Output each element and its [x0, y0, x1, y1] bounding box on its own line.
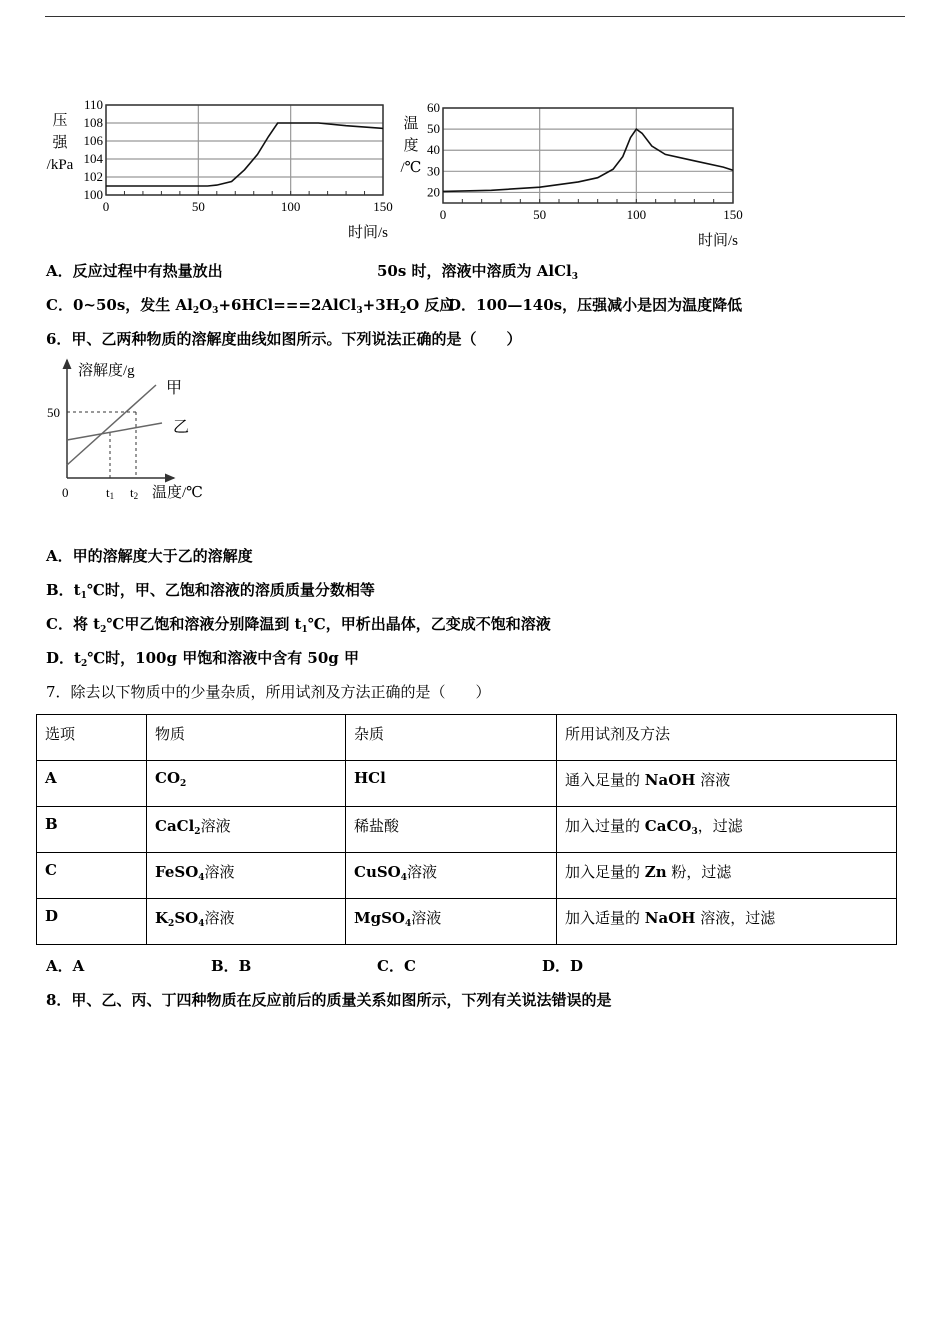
- y-axis-label: 度: [403, 138, 419, 154]
- y-axis-label: 溶解度/g: [78, 363, 135, 379]
- x-tick-label: 50: [533, 207, 547, 222]
- t2-label: t2: [130, 485, 139, 501]
- y-tick-label: 40: [427, 142, 440, 158]
- option-letter: A．: [46, 262, 73, 280]
- q7-table: [36, 714, 897, 945]
- pressure-chart: [40, 95, 400, 250]
- plot-frame: [443, 108, 733, 203]
- option-text: 反应过程中有热量放出: [72, 262, 223, 280]
- origin-label: 0: [62, 485, 69, 500]
- table-row: A $CO_2$ HCl 通入足量的 NaOH 溶液: [37, 761, 897, 807]
- q7-answer-a: A．A: [46, 957, 85, 975]
- y-tick-label: 104: [83, 151, 103, 166]
- x-axis-label: 温度/℃: [152, 485, 203, 501]
- y-tick-label: 106: [83, 133, 103, 148]
- y-axis-label: /℃: [400, 160, 422, 176]
- table-header-row: [37, 715, 897, 761]
- table-row: B CaCl$_2$溶液 稀盐酸 加入过量的 CaCO$_3$，过滤: [37, 807, 897, 853]
- x-axis-label: 时间/s: [697, 233, 739, 249]
- x-axis-label: 时间/s: [347, 225, 389, 241]
- table-row: C FeSO$_4$溶液 CuSO$_4$溶液 加入足量的 Zn 粉，过滤: [37, 853, 897, 899]
- q7-stem: 7．除去以下物质中的少量杂质，所用试剂及方法正确的是（ ）: [46, 683, 491, 701]
- x-tick-label: 150: [373, 199, 393, 214]
- y-tick-label: 102: [83, 169, 103, 184]
- q6-option-a: A．甲的溶解度大于乙的溶解度: [46, 547, 253, 565]
- curve-jia: [67, 385, 156, 465]
- q7-answer-d: D．D: [542, 957, 584, 975]
- q5-option-a: [46, 261, 223, 281]
- y-tick-label: 110: [83, 97, 103, 112]
- header-cell: 所用试剂及方法: [557, 715, 897, 761]
- solubility-chart: [40, 355, 220, 510]
- q6-option-c: C．将 $t_2℃$甲乙饱和溶液分别降温到 $t_1℃$，甲析出晶体，乙变成不饱和溶液: [46, 615, 551, 635]
- y-tick-label: 30: [427, 163, 440, 179]
- y-tick-label: 100: [83, 187, 103, 202]
- header-cell: 物质: [147, 715, 346, 761]
- y-axis-label: 压: [52, 113, 68, 129]
- x-tick-label: 0: [102, 199, 110, 214]
- option-text: 50s 时，溶液中溶质为 AlCl: [377, 262, 572, 280]
- x-tick-label: 100: [280, 199, 301, 214]
- table-row: D $K_2SO_4$溶液 MgSO$_4$溶液 加入适量的 NaOH 溶液，过滤: [37, 899, 897, 945]
- q5-option-c: C．0~50s，发生 $Al_2O_3+6HCl===2AlCl_3+3H_2O$ 反应: [46, 296, 455, 316]
- y-tick-label: 108: [83, 115, 103, 130]
- header-cell: 杂质: [346, 715, 557, 761]
- q7-answer-b: B．B: [211, 957, 252, 975]
- q7-answer-c: C．C: [377, 957, 416, 975]
- label-jia: 甲: [166, 380, 183, 397]
- q8-stem: 8．甲、乙、丙、丁四种物质在反应前后的质量关系如图所示，下列有关说法错误的是: [46, 991, 612, 1009]
- x-tick-label: 0: [439, 207, 447, 222]
- q6-option-d: D．$t_2℃$时，100g 甲饱和溶液中含有 50g 甲: [46, 649, 360, 669]
- header-cell: 选项: [37, 715, 147, 761]
- y-axis-label: 强: [52, 135, 68, 151]
- label-yi: 乙: [173, 419, 190, 436]
- y-tick-label: 50: [427, 121, 440, 137]
- q6-option-b: B．$t_1℃$时，甲、乙饱和溶液的溶质质量分数相等: [46, 581, 375, 601]
- temperature-chart: [395, 95, 755, 250]
- y-axis-label: 温: [403, 116, 419, 132]
- q5-option-b: 50s 时，溶液中溶质为 AlCl$_3$: [377, 262, 579, 282]
- x-tick-label: 150: [723, 207, 743, 222]
- header-rule: [45, 16, 905, 17]
- t1-label: t1: [106, 485, 115, 501]
- q5-option-d: D．100—140s，压强减小是因为温度降低: [448, 296, 743, 314]
- q6-stem: 6．甲、乙两种物质的溶解度曲线如图所示。下列说法正确的是（ ）: [46, 330, 522, 348]
- y-axis-label: /kPa: [46, 157, 74, 173]
- x-tick-label: 100: [626, 207, 647, 222]
- curve-yi: [67, 423, 162, 440]
- series-line: [443, 129, 733, 191]
- y-tick-label: 60: [427, 100, 440, 115]
- y-50-label: 50: [47, 405, 60, 420]
- plot-frame: [106, 105, 383, 195]
- x-tick-label: 50: [191, 199, 205, 214]
- y-tick-label: 20: [427, 184, 440, 200]
